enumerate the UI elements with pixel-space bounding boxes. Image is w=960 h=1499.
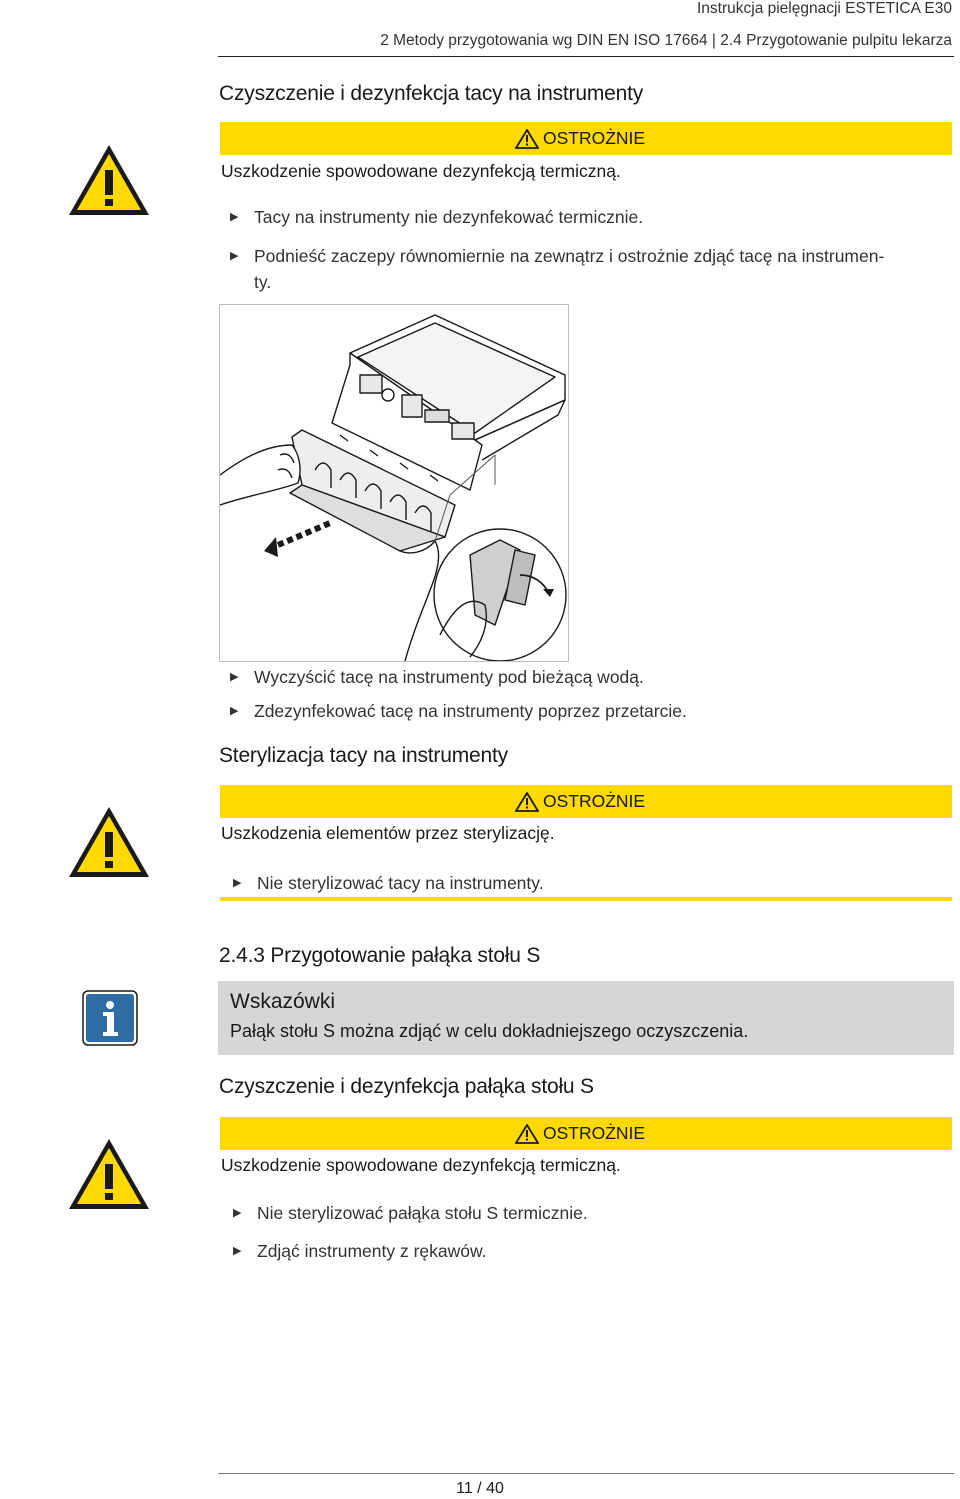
signal-word: OSTROŻNIE [543, 791, 646, 811]
list-item [230, 246, 884, 267]
list-item [233, 1241, 487, 1262]
footer-divider [218, 1473, 954, 1474]
warning-bar [220, 785, 952, 818]
signal-word: OSTROŻNIE [543, 128, 646, 148]
list-item [230, 701, 687, 722]
signal-word: OSTROŻNIE [543, 1123, 646, 1143]
warning-description: Uszkodzenie spowodowane dezynfekcją termiczną. [221, 161, 621, 181]
info-icon [82, 990, 138, 1046]
list-item-text: Tacy na instrumenty nie dezynfekować termicznie. [254, 207, 644, 227]
warning-bar [220, 1117, 952, 1150]
warning-small-icon [515, 129, 539, 149]
section-heading-tray-cleaning: Czyszczenie i dezynfekcja tacy na instrumenty [219, 82, 644, 105]
header-divider [218, 56, 954, 57]
list-item [230, 207, 643, 228]
section-heading-243: 2.4.3 Przygotowanie pałąka stołu S [219, 944, 541, 967]
bullet-triangle-icon: ▶ [230, 671, 239, 683]
list-item-text: Zdezynfekować tacę na instrumenty poprzez przetarcie. [254, 701, 687, 721]
bullet-triangle-icon: ▶ [233, 877, 242, 889]
warning-small-icon [515, 792, 539, 812]
tray-removal-illustration [219, 304, 569, 662]
warning-description: Uszkodzenia elementów przez sterylizację. [221, 823, 555, 843]
warning-end-bar [220, 897, 952, 901]
list-item [230, 667, 644, 688]
list-item-text: Nie sterylizować pałąka stołu S termicznie. [257, 1203, 588, 1223]
list-item-text: Wyczyścić tacę na instrumenty pod bieżącą wodą. [254, 667, 644, 687]
bullet-triangle-icon: ▶ [233, 1207, 242, 1219]
bullet-triangle-icon: ▶ [230, 250, 239, 262]
list-item-continuation: ty. [254, 272, 272, 292]
note-text: Pałąk stołu S można zdjąć w celu dokładniejszego oczyszczenia. [230, 1021, 749, 1041]
warning-triangle-icon [66, 142, 152, 218]
list-item-text: Nie sterylizować tacy na instrumenty. [257, 873, 544, 893]
document-title: Instrukcja pielęgnacji ESTETICA E30 [696, 0, 952, 17]
list-item-text: Podnieść zaczepy równomiernie na zewnątrz i ostrożnie zdjąć tacę na instrumen- [254, 246, 885, 266]
tray-drawing [220, 305, 568, 661]
bullet-triangle-icon: ▶ [230, 705, 239, 717]
section-heading-bar-cleaning: Czyszczenie i dezynfekcja pałąka stołu S [219, 1075, 594, 1098]
list-item [233, 1203, 588, 1224]
warning-small-icon [515, 1124, 539, 1144]
list-item [233, 873, 544, 894]
list-item-text: Zdjąć instrumenty z rękawów. [257, 1241, 487, 1261]
warning-triangle-icon [66, 1136, 152, 1212]
note-title: Wskazówki [230, 990, 336, 1013]
section-heading-sterilization: Sterylizacja tacy na instrumenty [219, 744, 508, 767]
bullet-triangle-icon: ▶ [230, 211, 239, 223]
chapter-breadcrumb: 2 Metody przygotowania wg DIN EN ISO 17664 | 2.4 Przygotowanie pulpitu lekarza [380, 32, 952, 49]
bullet-triangle-icon: ▶ [233, 1245, 242, 1257]
warning-triangle-icon [66, 804, 152, 880]
page-number: 11 / 40 [456, 1480, 504, 1497]
warning-bar [220, 122, 952, 155]
warning-description: Uszkodzenie spowodowane dezynfekcją termiczną. [221, 1155, 621, 1175]
